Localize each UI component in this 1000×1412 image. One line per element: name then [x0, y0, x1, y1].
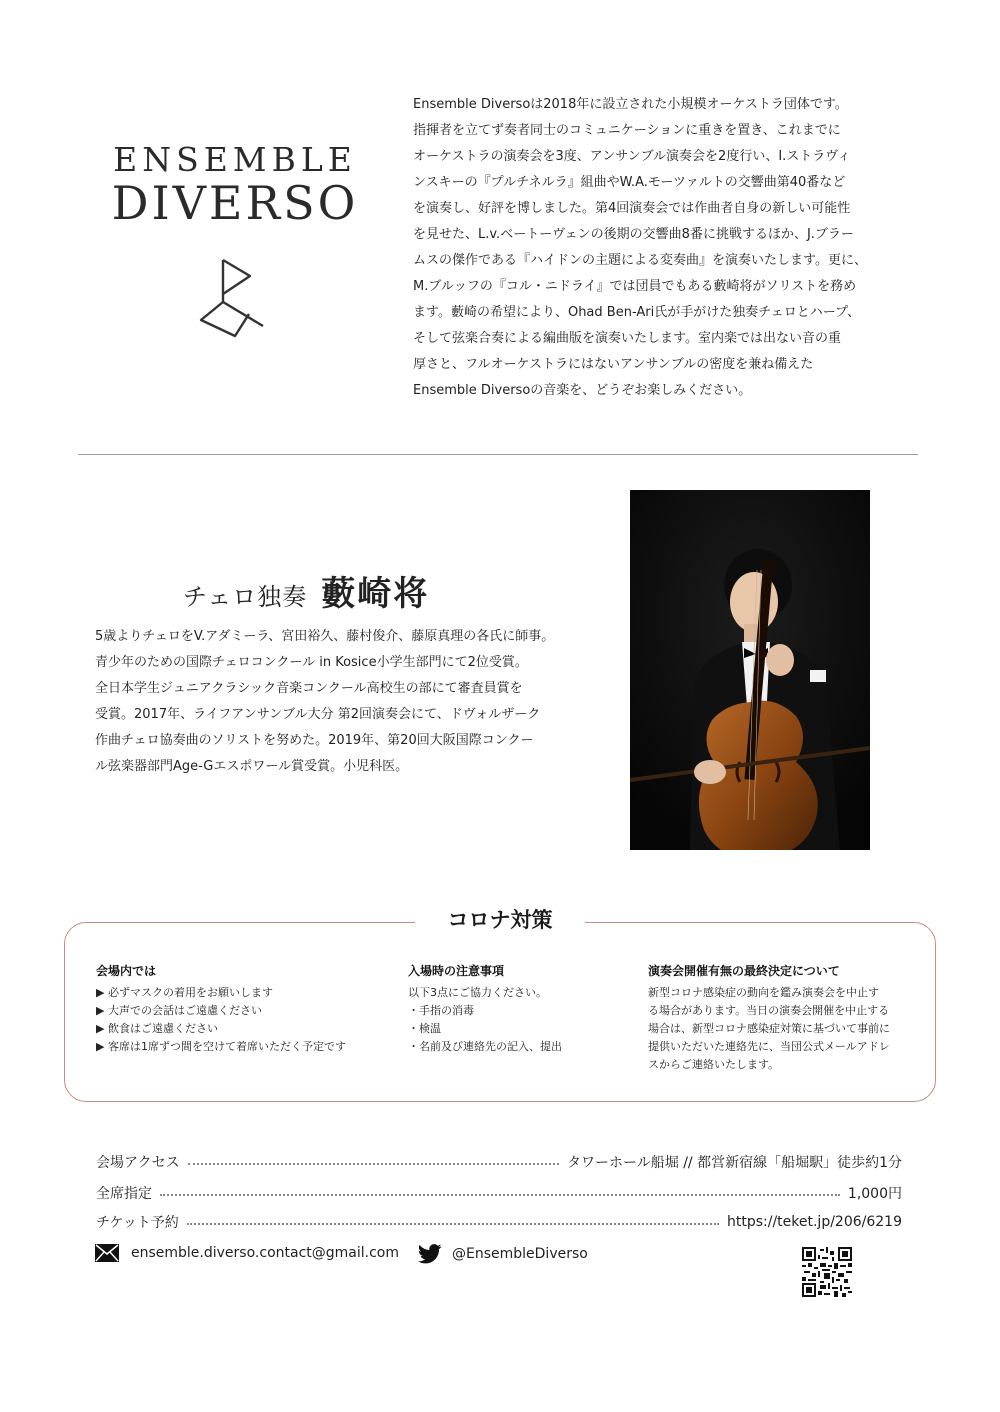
cellist-illustration	[630, 490, 870, 850]
bio-line: 青少年のための国際チェロコンクール in Kosice小学生部門にて2位受賞。	[95, 655, 528, 670]
intro-line: 厚さと、フルオーケストラにはないアンサンブルの密度を兼ね備えた	[413, 357, 814, 372]
dotted-leader	[188, 1163, 559, 1165]
corona-entry-notes	[408, 962, 628, 1056]
bio-line: 作曲チェロ協奏曲のソリストを努めた。2019年、第20回大阪国際コンクー	[95, 733, 534, 748]
entry-notes-intro: 以下3点にご協力ください。	[408, 986, 547, 999]
intro-line: を演奏し、好評を博しました。第4回演奏会では作曲者自身の新しい可能性	[413, 201, 851, 216]
soloist-biography	[95, 624, 595, 780]
bio-line: 5歳よりチェロをV.アダミーラ、宮田裕久、藤村俊介、藤原真理の各氏に師事。	[95, 629, 555, 644]
venue-rule-item: ▶ 大声での会話はご遠慮ください	[96, 1004, 262, 1017]
intro-line: ます。藪崎の希望により、Ohad Ben-Ari氏が手がけた独奏チェロとハープ、	[413, 305, 861, 320]
info-row-seating	[96, 1182, 902, 1204]
twitter-handle[interactable]: @EnsembleDiverso	[452, 1246, 588, 1262]
email-address[interactable]: ensemble.diverso.contact@gmail.com	[131, 1245, 399, 1261]
info-row-ticket	[96, 1211, 902, 1233]
intro-line: オーケストラの演奏会を3度、アンサンブル演奏会を2度行い、I.ストラヴィ	[413, 149, 851, 164]
twitter-contact[interactable]	[418, 1244, 588, 1264]
access-value: タワーホール船堀 // 都営新宿線「船堀駅」徒歩約1分	[567, 1155, 902, 1171]
entry-note-item: ・名前及び連絡先の記入、提出	[408, 1040, 562, 1053]
email-contact[interactable]	[95, 1244, 399, 1262]
qr-code-icon[interactable]	[802, 1247, 852, 1297]
entry-note-item: ・手指の消毒	[408, 1004, 474, 1017]
intro-line: を見せた、L.v.ベートーヴェンの後期の交響曲8番に挑戦するほか、J.ブラー	[413, 227, 854, 242]
venue-rule-item: ▶ 飲食はご遠慮ください	[96, 1022, 218, 1035]
final-decision-line: スからご連絡いたします。	[648, 1058, 780, 1071]
access-label: 会場アクセス	[96, 1155, 180, 1171]
final-decision-line: 提供いただいた連絡先に、当団公式メールアドレ	[648, 1040, 890, 1053]
intro-line: 指揮者を立てず奏者同士のコミュニケーションに重きを置き、これまでに	[413, 123, 841, 138]
intro-line: Ensemble Diversoの音楽を、どうぞお楽しみください。	[413, 383, 752, 398]
bio-line: 全日本学生ジュニアクラシック音楽コンクール高校生の部にて審査員賞を	[95, 681, 523, 696]
intro-line: ンスキーの『プルチネルラ』組曲やW.A.モーツァルトの交響曲第40番など	[413, 175, 846, 190]
final-decision-heading: 演奏会開催有無の最終決定について	[648, 964, 840, 978]
logo-wordmark-bottom: DIVERSO	[111, 176, 359, 230]
soloist-role: チェロ独奏	[183, 583, 308, 611]
intro-line: そして弦楽合奏による編曲版を演奏いたします。室内楽では出ない音の重	[413, 331, 841, 346]
seating-value: 1,000円	[847, 1186, 902, 1202]
seating-label: 全席指定	[96, 1186, 152, 1202]
final-decision-line: 場合は、新型コロナ感染症対策に基づいて事前に	[648, 1022, 890, 1035]
final-decision-line: 新型コロナ感染症の動向を鑑み演奏会を中止す	[648, 986, 879, 999]
corona-measures-title: コロナ対策	[447, 908, 553, 932]
final-decision-line: る場合があります。当日の演奏会開催を中止する	[648, 1004, 890, 1017]
logo-wordmark-top: ENSEMBLE	[113, 140, 357, 179]
intro-line: ムスの傑作である『ハイドンの主題による変奏曲』を演奏いたします。更に、	[413, 253, 867, 268]
venue-rule-item: ▶ 必ずマスクの着用をお願いします	[96, 986, 273, 999]
soloist-name: 藪崎将	[321, 574, 430, 614]
ensemble-introduction	[413, 92, 908, 404]
info-row-access	[96, 1151, 902, 1173]
soloist-heading	[183, 566, 429, 615]
venue-rule-item: ▶ 客席は1席ずつ間を空けて着席いただく予定です	[96, 1040, 346, 1053]
corona-final-decision	[648, 962, 918, 1074]
bio-line: 受賞。2017年、ライフアンサンブル大分 第2回演奏会にて、ドヴォルザーク	[95, 707, 541, 722]
bio-line: ル弦楽器部門Age-Gエスポワール賞受賞。小児科医。	[95, 759, 409, 774]
venue-rules-heading: 会場内では	[96, 964, 157, 978]
dotted-leader	[187, 1223, 719, 1225]
intro-line: Ensemble Diversoは2018年に設立された小規模オーケストラ団体です。	[413, 97, 848, 112]
section-divider	[78, 454, 918, 455]
soloist-photo	[630, 490, 870, 850]
ticket-url[interactable]: https://teket.jp/206/6219	[726, 1214, 902, 1230]
intro-line: M.ブルッフの『コル・ニドライ』では団員でもある藪崎将がソリストを務め	[413, 279, 857, 294]
entry-note-item: ・検温	[408, 1022, 441, 1035]
envelope-icon	[95, 1244, 119, 1262]
dotted-leader	[160, 1194, 840, 1196]
entry-notes-heading: 入場時の注意事項	[408, 964, 505, 978]
ticket-label: チケット予約	[96, 1215, 179, 1231]
logo-mark-icon	[195, 258, 267, 338]
corona-venue-rules	[96, 962, 386, 1056]
twitter-bird-icon	[418, 1244, 442, 1264]
